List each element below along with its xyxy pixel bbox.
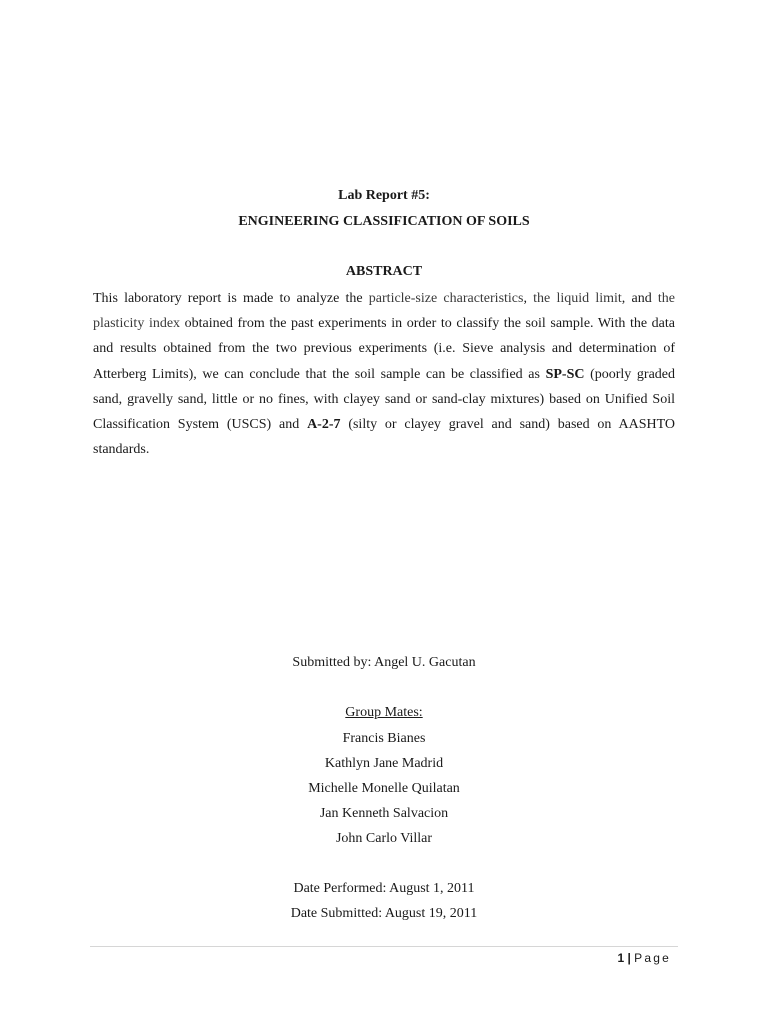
page-footer <box>617 950 671 966</box>
page-separator: | <box>627 951 631 965</box>
group-mate-name: Michelle Monelle Quilatan <box>308 781 460 796</box>
report-number: Lab Report #5: <box>338 188 430 203</box>
abstract-text-6: (silty or clayey gravel and sand) based on AASHTO standards. <box>93 417 675 458</box>
submitted-by: Submitted by: Angel U. Gacutan <box>292 655 476 670</box>
page-label: Page <box>634 951 671 965</box>
date-submitted: Date Submitted: August 19, 2011 <box>290 906 478 921</box>
group-mates-heading <box>0 704 768 722</box>
group-mate-name: Francis Bianes <box>342 731 426 746</box>
report-title: ENGINEERING CLASSIFICATION OF SOILS <box>238 214 530 229</box>
abstract-text-3: , and <box>621 291 658 306</box>
abstract-paragraph <box>93 286 675 462</box>
page-number: 1 <box>617 951 625 965</box>
abstract-term-plasticity-index: the plasticity index <box>93 291 675 332</box>
group-mates-label: Group Mates: <box>345 705 423 720</box>
uscs-classification: SP-SC <box>545 366 585 382</box>
date-performed: Date Performed: August 1, 2011 <box>293 881 475 896</box>
abstract-text-4: obtained from the past experiments in order to classify the soil sample. With the data and results obtained from the two previous experiments (i.e. Sieve analysis and determination of Atterberg Limits), we can conclude that the soil sample can be classified as <box>93 316 675 382</box>
abstract-term-particle-size: particle-size characteristics <box>368 291 524 306</box>
abstract-text-5: (poorly graded sand, gravelly sand, little or no fines, with clayey sand or sand-clay mixtures) based on Unified Soil Classification System (USCS) and <box>93 366 676 433</box>
group-mate-name: Kathlyn Jane Madrid <box>324 756 444 771</box>
group-mate-name: Jan Kenneth Salvacion <box>319 806 449 821</box>
abstract-text-1: This laboratory report is made to analyze the <box>93 291 369 306</box>
abstract-term-liquid-limit: the liquid limit <box>533 291 622 306</box>
group-mate-name: John Carlo Villar <box>335 831 433 846</box>
abstract-text-2: , <box>523 291 534 306</box>
aashto-classification: A-2-7 <box>307 417 341 433</box>
abstract-heading: ABSTRACT <box>345 264 423 279</box>
footer-divider <box>90 946 678 947</box>
